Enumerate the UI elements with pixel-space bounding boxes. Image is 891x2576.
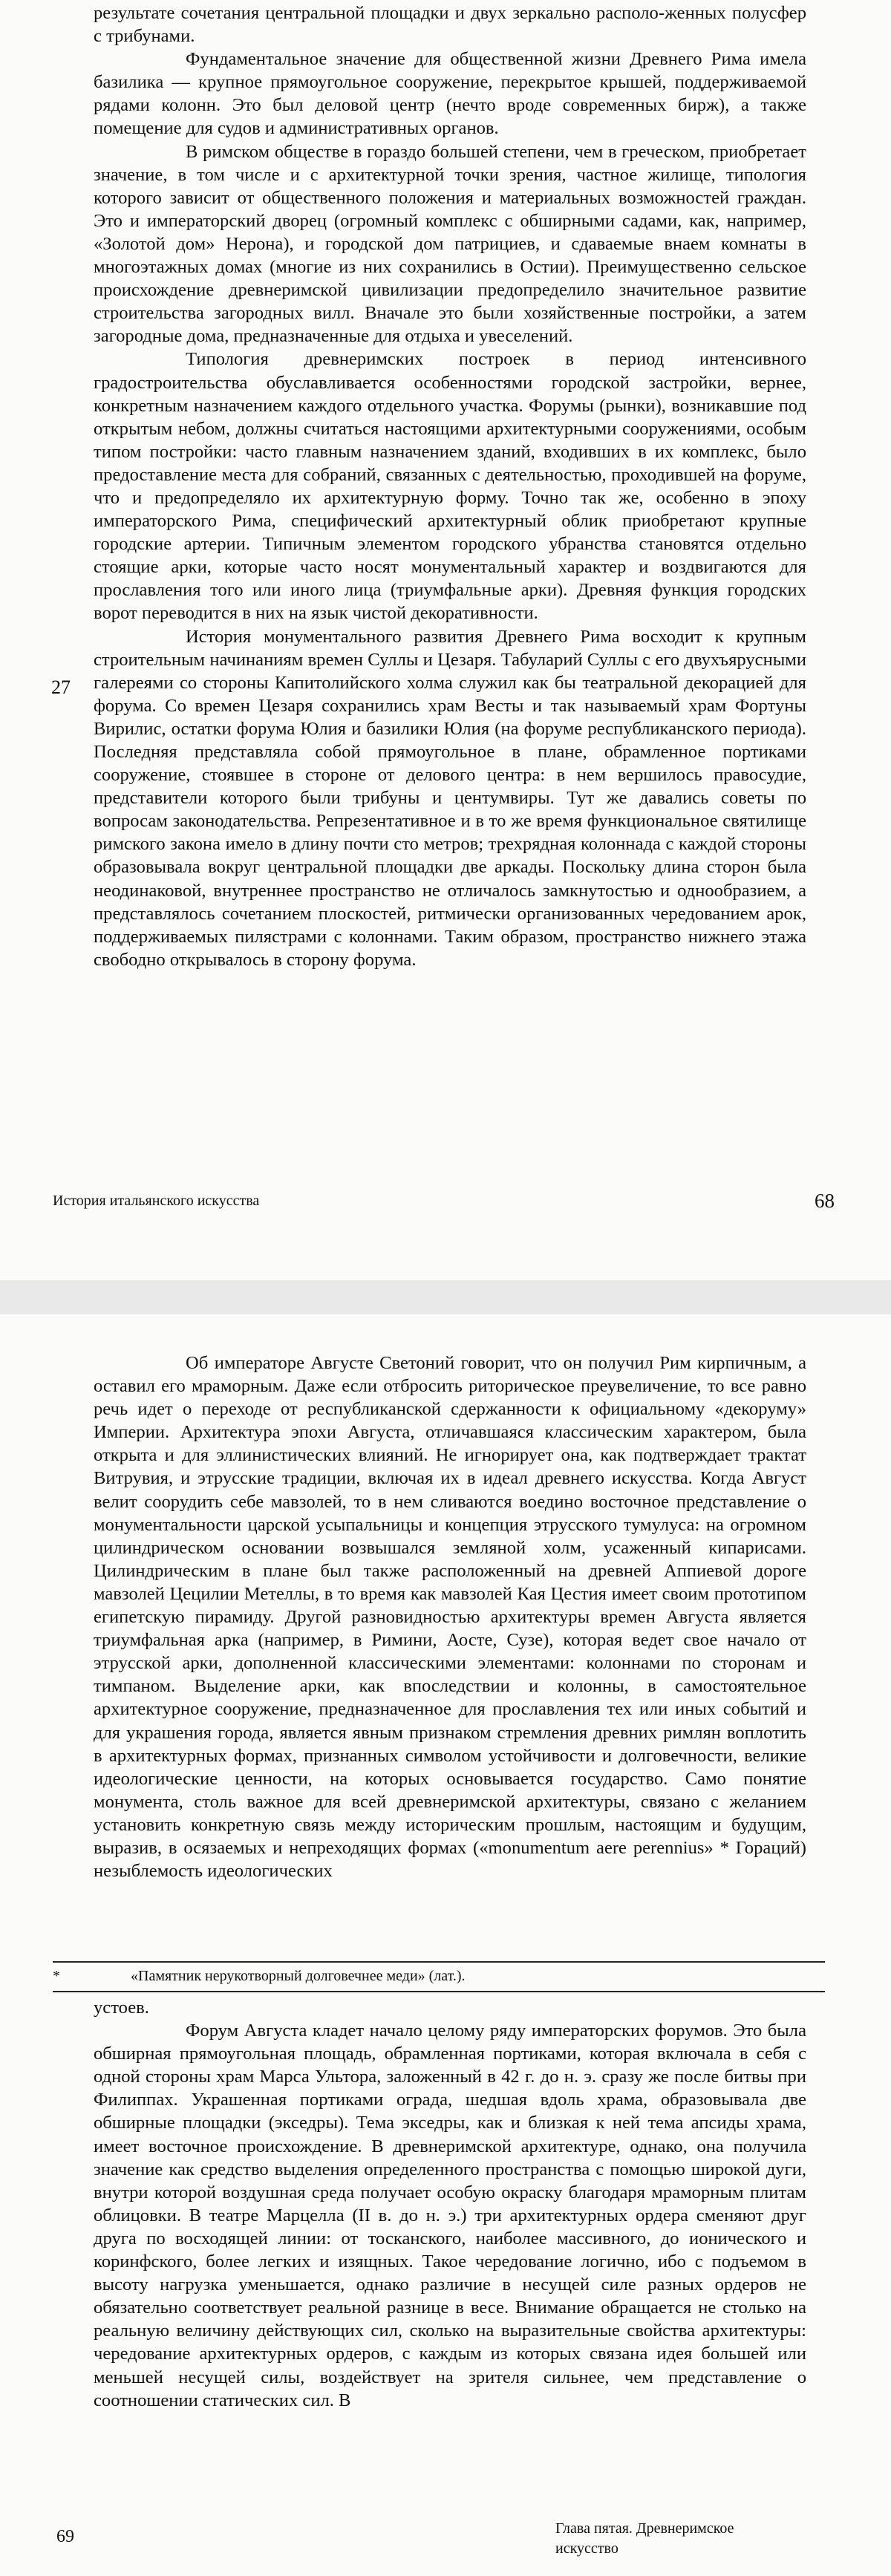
footnote-marker: * (53, 1968, 60, 1984)
running-title: История итальянского искусства (53, 1193, 260, 1209)
page-gap (0, 1280, 891, 1314)
paragraph: устоев. (94, 1998, 149, 2018)
running-title: Глава пятая. Древнеримское искусство (555, 2520, 734, 2557)
paragraph: Фундаментальное значение для общественной жизни Древнего Рима имела базилика — крупное прямоугольное сооружение, перекрытое крышей, поддерживаемой рядами колонн. Это был деловой центр (нечто вроде современных бирж), а также помещение для судов и административных органов. (94, 49, 806, 139)
page-number: 69 (56, 2527, 74, 2546)
page-number: 68 (815, 1190, 835, 1212)
paragraph: История монументального развития Древнего Рима восходит к крупным строительным начинаниям времен Суллы и Цезаря. Табуларий Суллы с его двухъярусными галереями со стороны Капитолийского холма служил как бы театральной декорацией для форума. Со времен Цезаря сохранились храм Весты и так называемый храм Фортуны Вирилис, остатки форума Юлия и базилики Юлия (на форуме республиканского периода). Последняя представляла собой прямоугольное в плане, обрамленное портиками сооружение, стоявшее в стороне от делового центра: в нем вершилось правосудие, представители которого были трибуны и центумвиры. Тут же давались советы по вопросам законодательства. Репрезентативное и в то же время функциональное святилище римского закона имело в длину почти сто метров; трехрядная колоннада с каждой стороны образовывала вокруг центральной площадки две аркады. Поскольку длина сторон была неодинаковой, внутреннее пространство не отличалось замкнутостью и однообразием, а представлялось сочетанием плоскостей, ритмически организованных чередованием арок, поддерживаемых пилястрами с колоннами. Таким образом, пространство нижнего этажа свободно открывалось в сторону форума. (94, 626, 806, 970)
paragraph: Форум Августа кладет начало целому ряду императорских форумов. Это была обширная прямоугольная площадь, обрамленная портиками, которая включала в себя с одной стороны храм Марса Ультора, заложенный в 42 г. до н. э. сразу же после битвы при Филиппах. Украшенная портиками ограда, шедшая вдоль храма, образовывала две обширные площадки (экседры). Тема экседры, как и близкая к ней тема апсиды храма, имеет восточное происхождение. В древнеримской архитектуре, однако, она получила значение как средство выделения определенного пространства с помощью широкой дуги, внутри которой воздушная среда получает особую окраску благодаря мраморным плитам облицовки. В театре Марцелла (II в. до н. э.) три архитектурных ордера сменяют друг друга по восходящей линии: от тосканского, наиболее массивного, до ионического и коринфского, более легких и изящных. Такое чередование логично, ибо с подъемом в высоту нагрузка уменьшается, однако различие в несущей силе разных ордеров не обязательно соответствует реальной разнице в весе. Внимание обращается не столько на реальную величину действующих сил, сколько на выразительные свойства архитектуры: чередование архитектурных ордеров, с каждым из которых связана идея большей или меньшей несущей силы, воздействует на зрителя сильнее, чем представление о соотношении статических сил. В (94, 2021, 806, 2410)
page-69-body-continued (94, 1996, 806, 2412)
paragraph: В римском обществе в гораздо большей степени, чем в греческом, приобретает значение, в том числе и с архитектурной точки зрения, частное жилище, типология которого зависит от общественного положения и материальных возможностей граждан. Это и императорский дворец (огромный комплекс с обширными садами, как, например, «Золотой дом» Нерона), и городской дом патрициев, и сдаваемые внаем комнаты в многоэтажных домах (многие из них сохранились в Остии). Преимущественно сельское происхождение древнеримской цивилизации предопределило значительное развитие строительства загородных вилл. Вначале это были хозяйственные постройки, а затем загородные дома, предназначенные для отдыха и увеселений. (94, 141, 806, 347)
margin-number: 27 (51, 676, 71, 698)
footnote-rule-top (53, 1961, 825, 1963)
footnote-text: «Памятник нерукотворный долговечнее меди» (лат.). (131, 1968, 466, 1984)
page-69-body (94, 1351, 806, 1882)
paragraph: Типология древнеримских построек в период интенсивного градостроительства обуславливается особенностями городской застройки, вернее, конкретным назначением каждого отдельного участка. Форумы (рынки), возникавшие под открытым небом, должны считаться настоящими архитектурными сооружениями, особым типом постройки: часто главным назначением зданий, входивших в их комплекс, было предоставление места для собраний, связанных с деятельностью, проходившей на форуме, что и предопределяло их архитектурную форму. Точно так же, особенно в эпоху императорского Рима, специфический архитектурный облик приобретают крупные городские артерии. Типичным элементом городского убранства становятся отдельно стоящие арки, которые часто носят монументальный характер и воздвигаются для прославления того или иного лица (триумфальные арки). Древняя функция городских ворот переводится в них на язык чистой декоративности. (94, 349, 806, 624)
paragraph: Об императоре Августе Светоний говорит, что он получил Рим кирпичным, а оставил его мраморным. Даже если отбросить риторическое преувеличение, то все равно речь идет о переходе от республиканской сдержанности к официальному «декоруму» Империи. Архитектура эпохи Августа, отличавшаяся классическим характером, была открыта и для эллинистических влияний. Не игнорирует она, как подтверждает трактат Витрувия, и этрусские традиции, включая их в идеал древнего искусства. Когда Август велит соорудить себе мавзолей, то в нем сливаются воедино восточное представление о монументальности царской усыпальницы и концепция этрусского тумулуса: на огромном цилиндрическом основании возвышался земляной холм, усаженный кипарисами. Цилиндрическим в плане был также расположенный на древней Аппиевой дороге мавзолей Цецилии Метеллы, в то время как мавзолей Кая Цестия имеет своим прототипом египетскую пирамиду. Другой разновидностью архитектуры времен Августа является триумфальная арка (например, в Римини, Аосте, Сузе), которая ведет свое начало от этрусской арки, дополненной классическими элементами: колоннами по сторонам и тимпаном. Выделение арки, как впоследствии и колонны, в самостоятельное архитектурное сооружение, предназначенное для прославления тех или иных событий и для украшения города, является явным признаком стремления древних римлян воплотить в архитектурных формах, признанных символом устойчивости и долговечности, великие идеологические ценности, на которых основывается государство. Само понятие монумента, столь важное для всей древнеримской архитектуры, связано с желанием установить конкретную связь между историческим прошлым, настоящим и будущим, выразив, в осязаемых и непреходящих формах («monumentum aere perennius» * Гораций) незыблемость идеологических (94, 1353, 806, 1882)
page-68-body (94, 1, 806, 971)
footnote-rule-bottom (53, 1991, 825, 1992)
footnote (53, 1966, 825, 1986)
paragraph: результате сочетания центральной площадки и двух зеркально располо-женных полусфер с трибунами. (94, 3, 806, 47)
